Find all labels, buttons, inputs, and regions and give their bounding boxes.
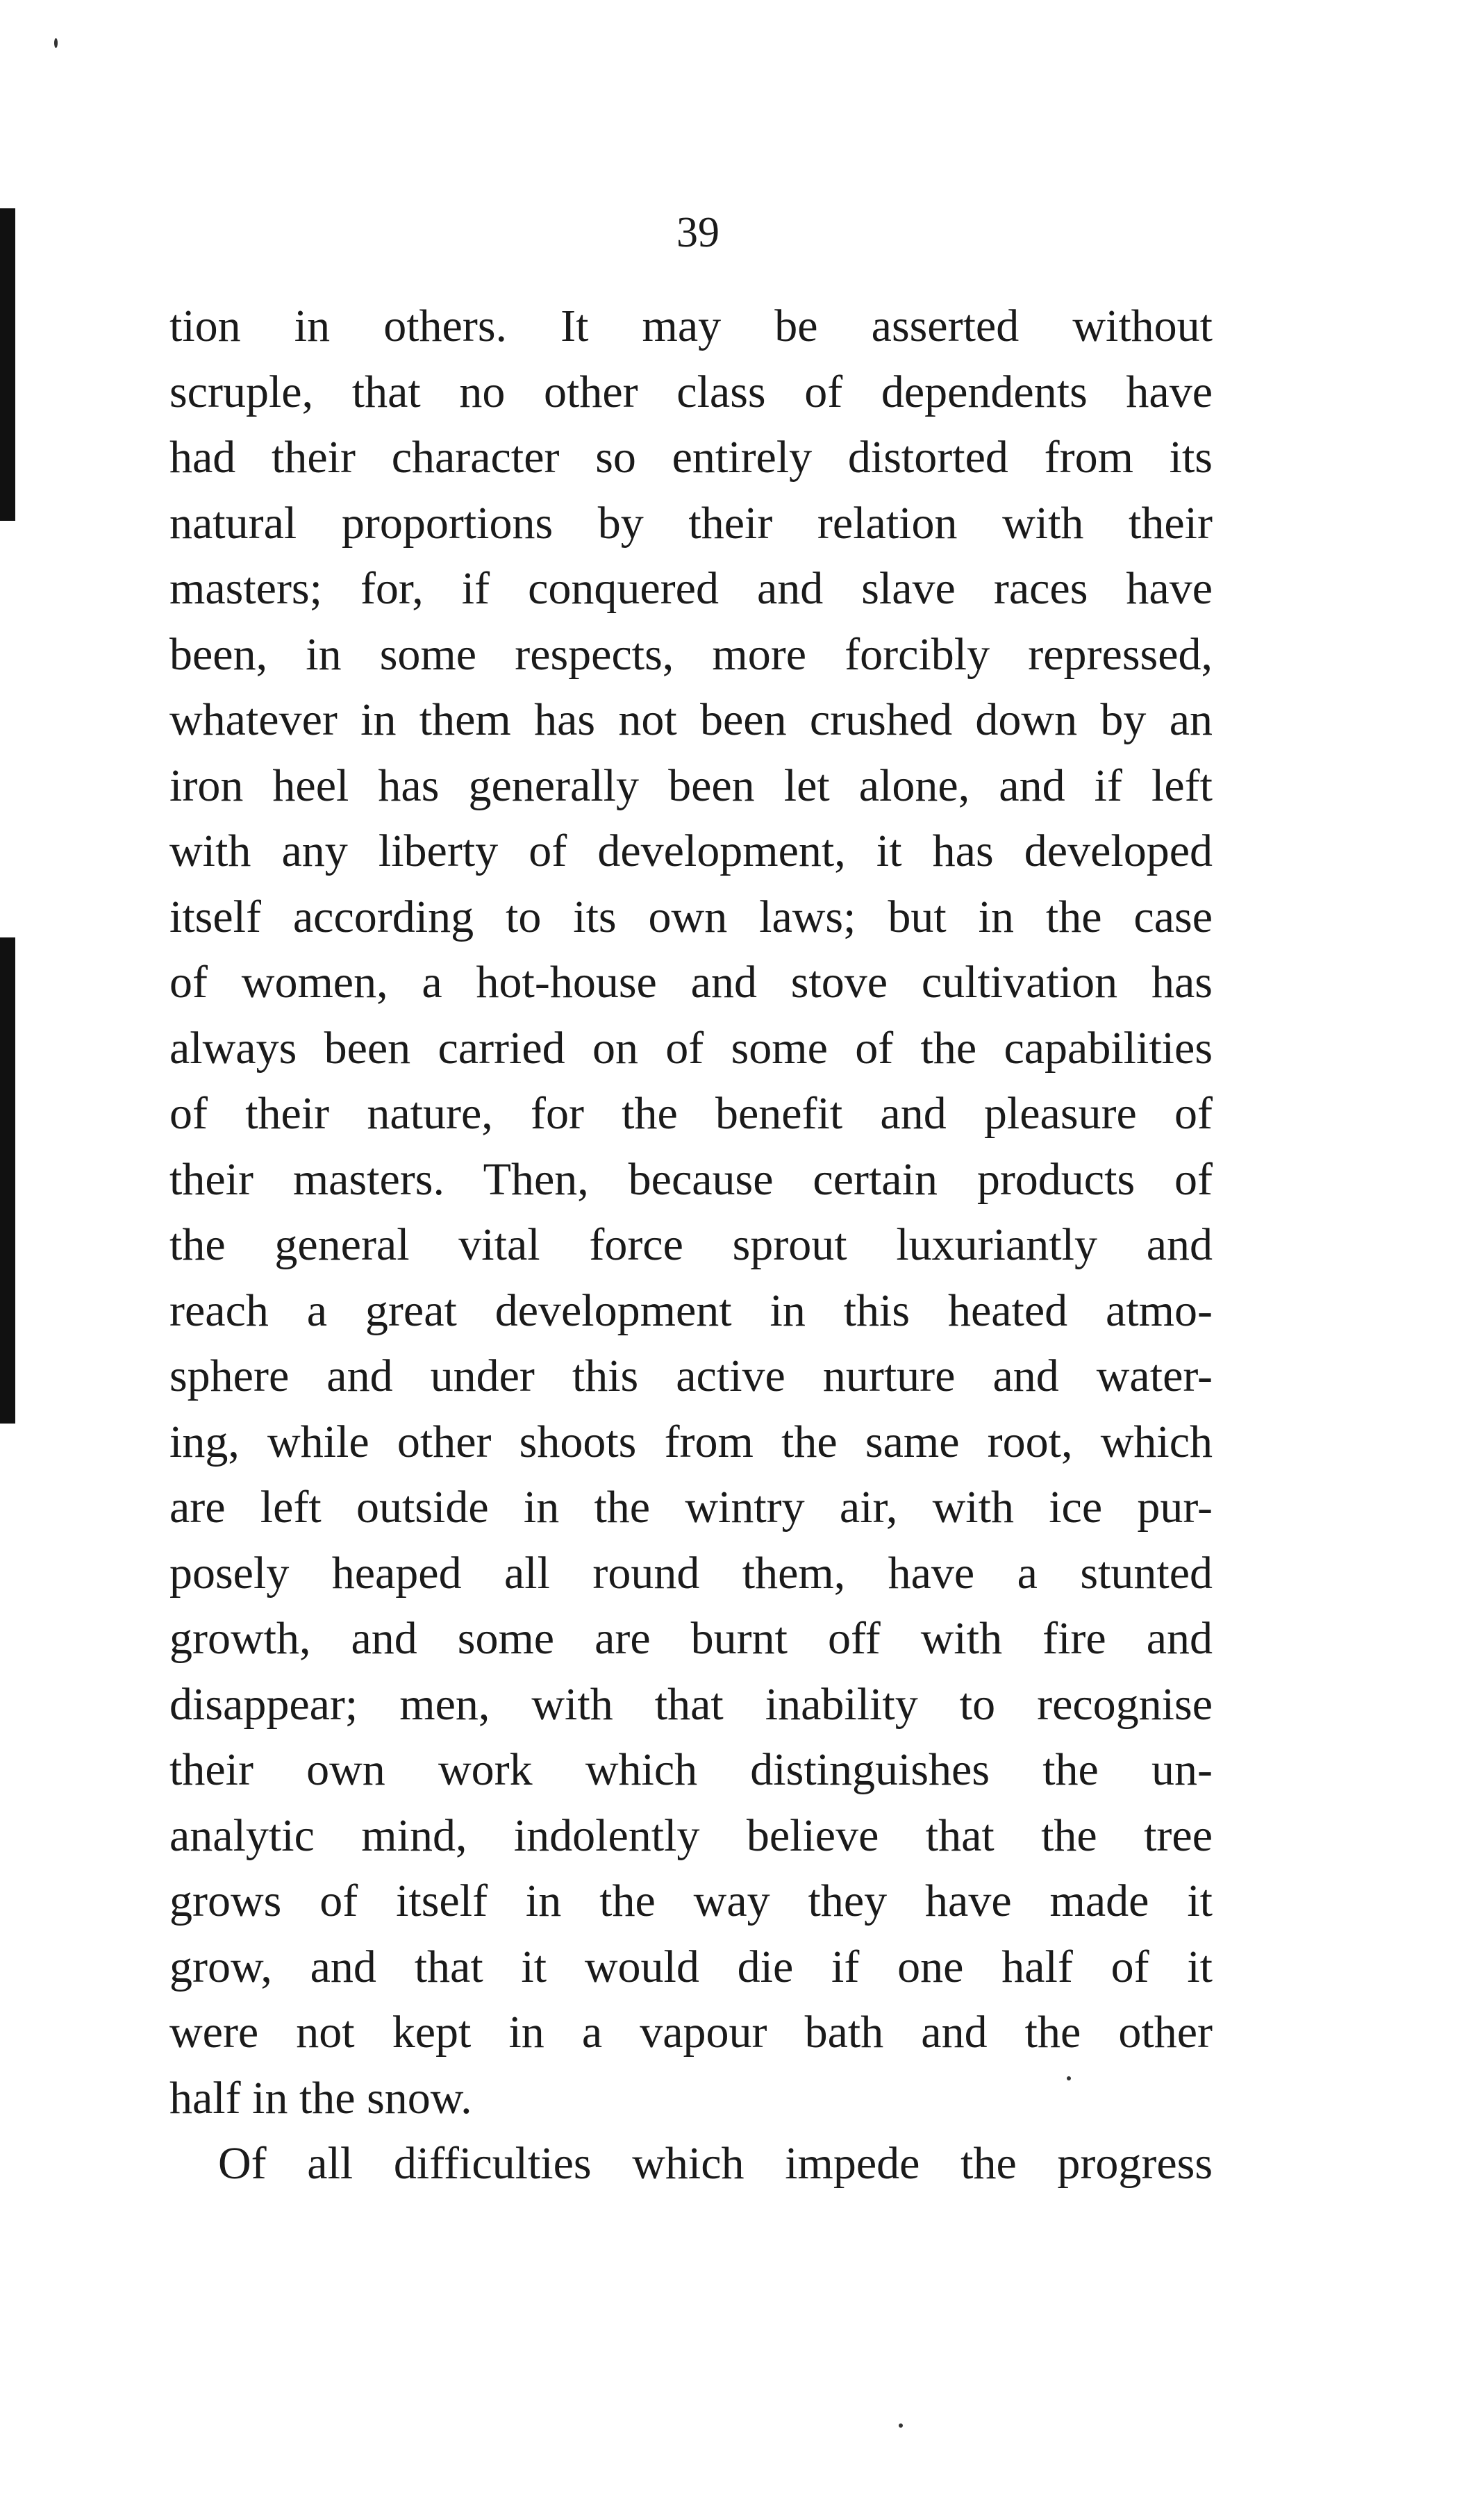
text-line: tion in others. It may be asserted without: [169, 301, 1213, 351]
text-line: iron heel has generally been let alone, and if left: [169, 760, 1213, 811]
text-line: whatever in them has not been crushed down by an: [169, 694, 1213, 745]
text-line: with any liberty of development, it has developed: [169, 826, 1213, 876]
text-line: masters; for, if conquered and slave races have: [169, 563, 1213, 614]
text-line: natural proportions by their relation with their: [169, 497, 1213, 549]
text-line: ing, while other shoots from the same root, which: [169, 1416, 1213, 1467]
text-line: posely heaped all round them, have a stunted: [169, 1547, 1213, 1599]
text-line: grow, and that it would die if one half of it: [169, 1941, 1213, 1992]
scan-speck: [54, 38, 58, 48]
scan-speck: [899, 2423, 903, 2428]
text-line: of their nature, for the benefit and pleasure of: [169, 1088, 1213, 1139]
page-number: 39: [676, 209, 719, 256]
text-line: been, in some respects, more forcibly repressed,: [169, 628, 1213, 680]
text-line: their own work which distinguishes the un-: [169, 1744, 1213, 1795]
text-line-next-paragraph: Of all difficulties which impede the progress: [218, 2138, 1213, 2189]
text-line: half in the snow.: [169, 2072, 472, 2123]
text-line: of women, a hot-house and stove cultivation has: [169, 957, 1213, 1008]
text-line: sphere and under this active nurture and water-: [169, 1351, 1213, 1401]
body-text: [169, 294, 1213, 2197]
text-line: disappear; men, with that inability to recognise: [169, 1678, 1213, 1730]
scan-edge-mark: [0, 937, 15, 1424]
text-line: reach a great development in this heated atmo-: [169, 1285, 1213, 1336]
text-line: were not kept in a vapour bath and the other: [169, 2007, 1213, 2058]
text-line: their masters. Then, because certain products of: [169, 1153, 1213, 1205]
text-line: are left outside in the wintry air, with ice pur-: [169, 1482, 1213, 1533]
text-line: scruple, that no other class of dependents have: [169, 366, 1213, 417]
text-line: growth, and some are burnt off with fire and: [169, 1613, 1213, 1664]
text-line: itself according to its own laws; but in the case: [169, 891, 1213, 942]
text-line: always been carried on of some of the capabilities: [169, 1022, 1213, 1074]
text-line: had their character so entirely distorted from its: [169, 432, 1213, 483]
text-line: grows of itself in the way they have made it: [169, 1876, 1213, 1926]
text-line: the general vital force sprout luxuriantly and: [169, 1219, 1213, 1270]
text-line: analytic mind, indolently believe that the tree: [169, 1810, 1213, 1861]
